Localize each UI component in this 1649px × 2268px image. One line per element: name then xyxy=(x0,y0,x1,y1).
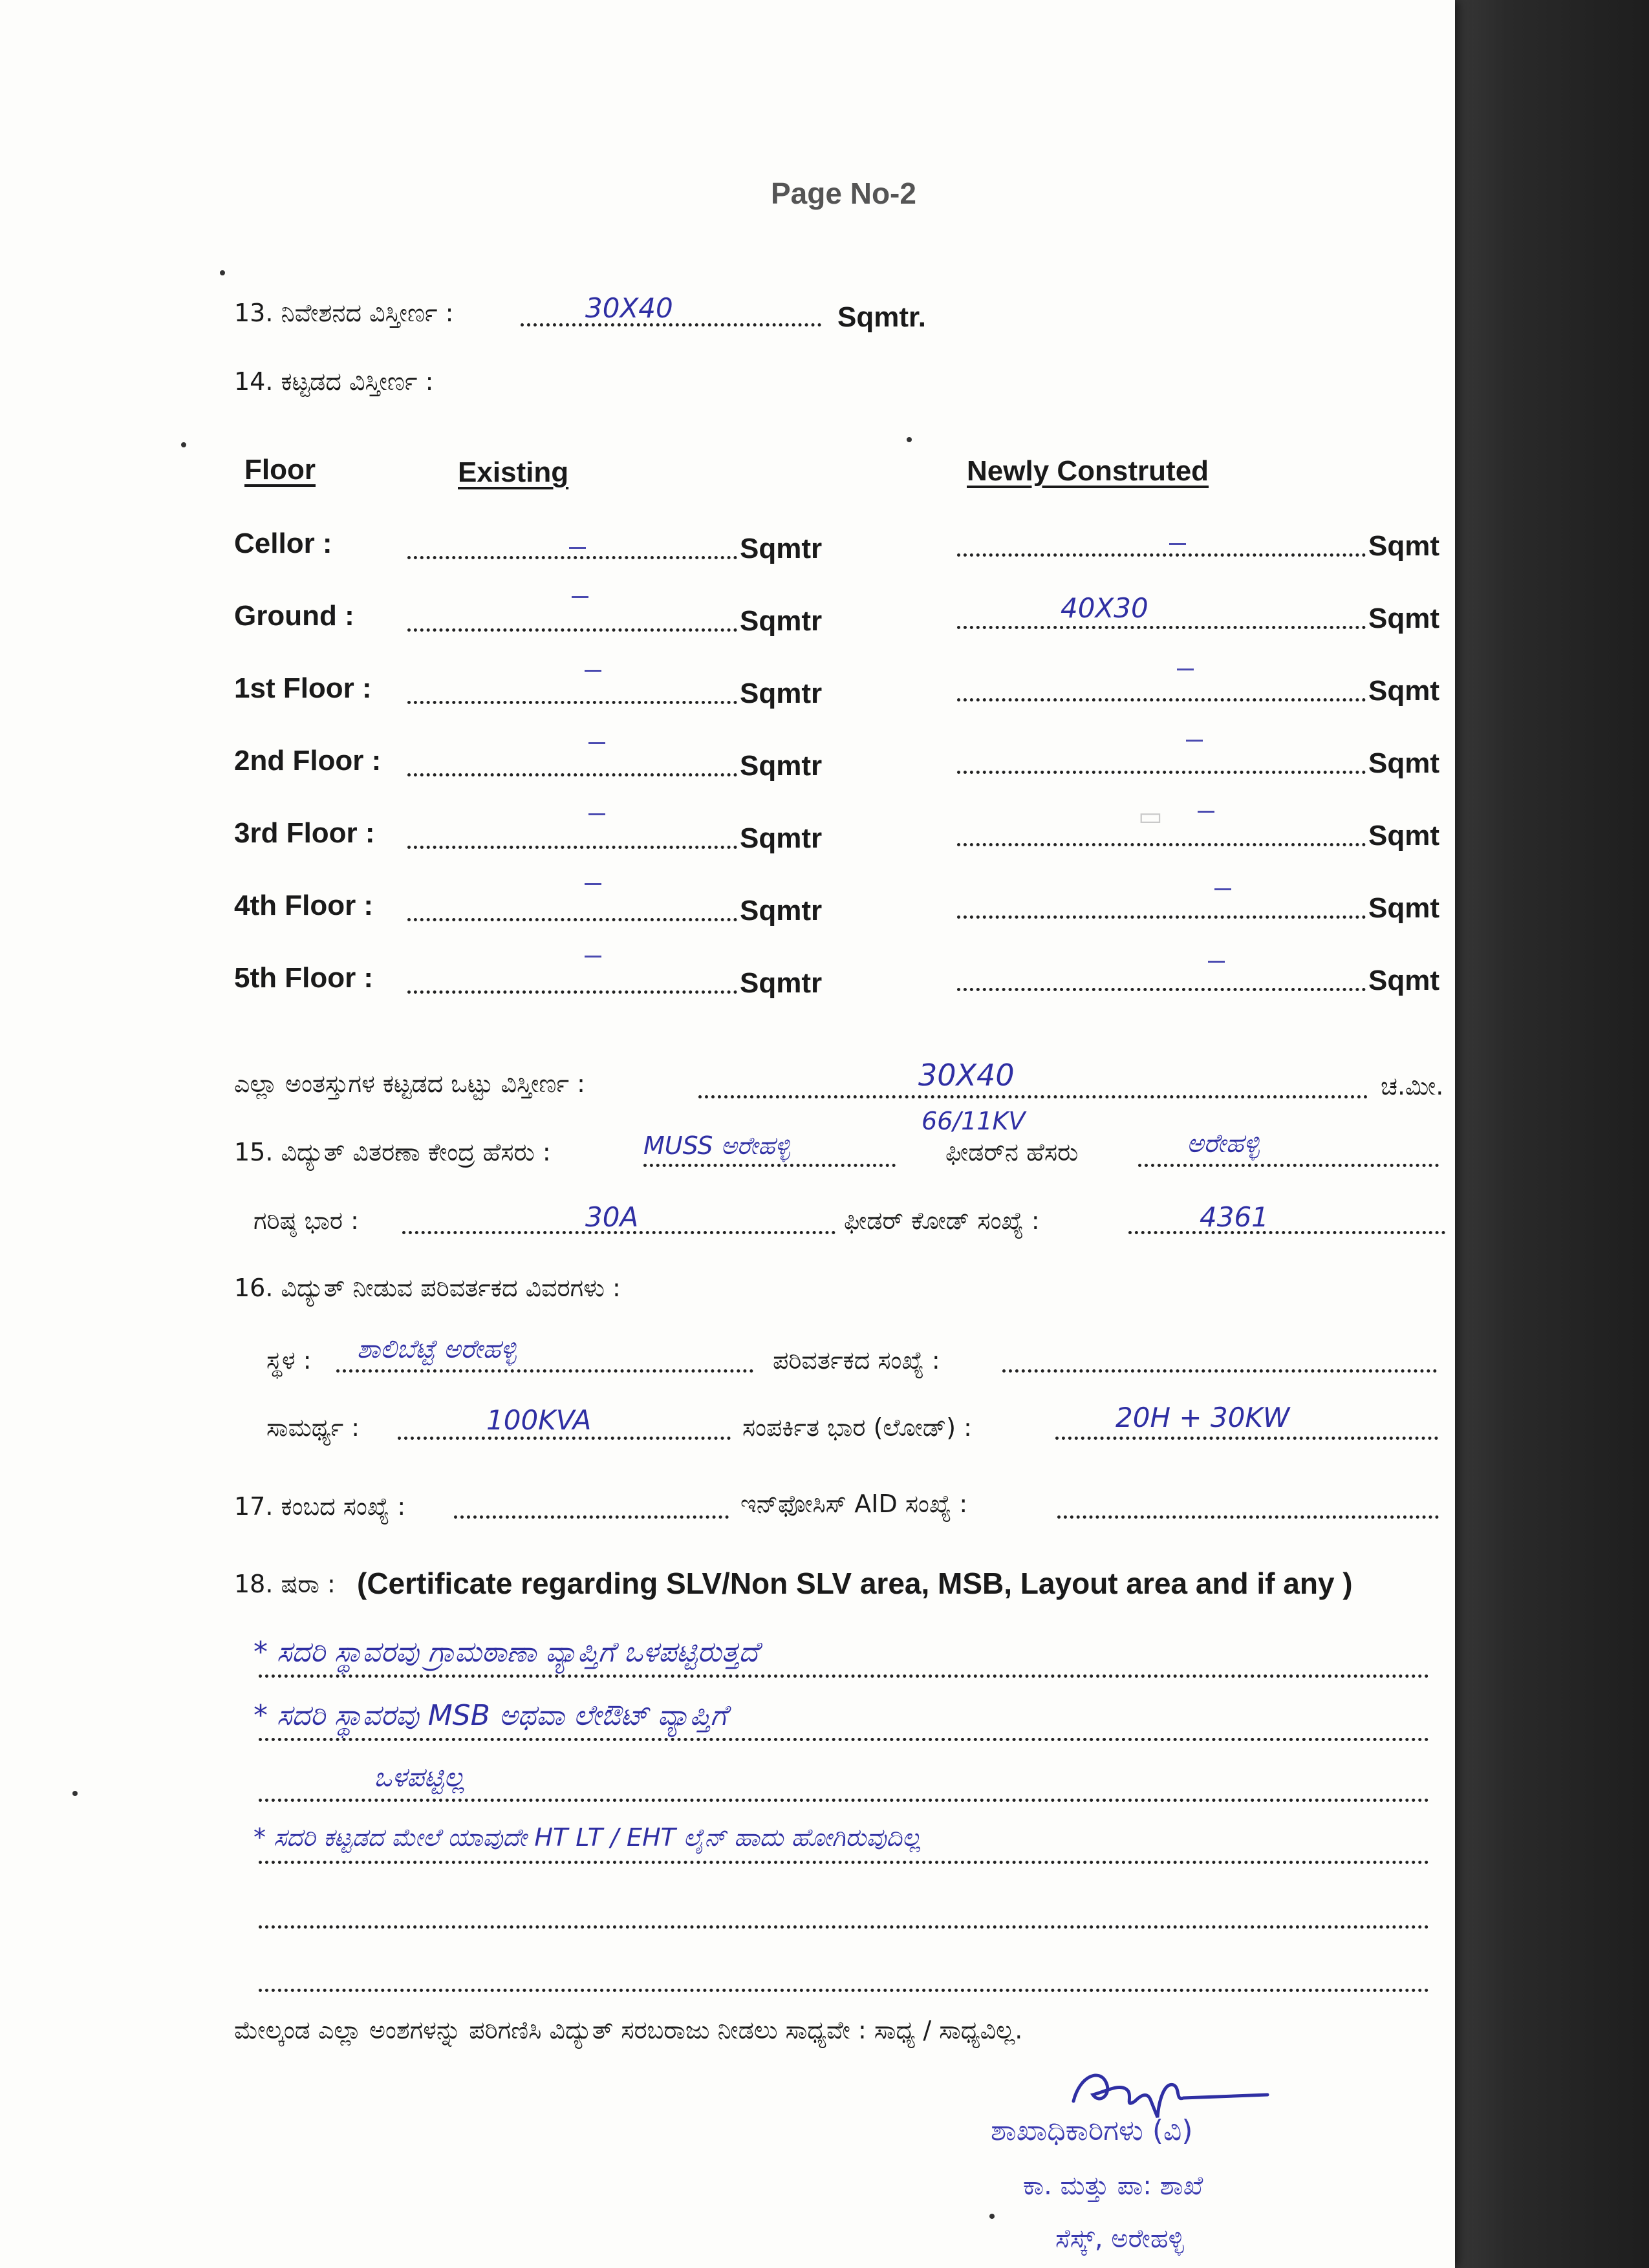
nil-dash xyxy=(1177,669,1194,670)
new-fill-line xyxy=(957,988,1366,991)
scan-speck xyxy=(181,442,186,447)
ground-new-value: 40X30 xyxy=(1061,592,1148,624)
feasibility-statement: ಮೇಲ್ಕಂಡ ಎಲ್ಲಾ ಅಂಶಗಳನ್ನು ಪರಿಗಣಿಸಿ ವಿದ್ಯುತ್ ಸರಬರಾಜು ನೀಡಲು ಸಾಧ್ಯವೇ : ಸಾಧ್ಯ / ಸಾಧ್ಯವಿಲ್ಲ. xyxy=(234,2016,1023,2044)
nil-dash xyxy=(1198,811,1214,813)
nil-dash xyxy=(585,883,601,885)
feeder-code-value: 4361 xyxy=(1200,1201,1269,1233)
col-header-floor: Floor xyxy=(244,454,316,486)
existing-unit: Sqmtr xyxy=(740,822,823,854)
existing-unit: Sqmtr xyxy=(740,678,823,709)
new-unit: Sqmt xyxy=(1368,892,1439,924)
existing-fill-line xyxy=(407,556,737,559)
nil-dash xyxy=(588,813,605,815)
max-load-label: ಗರಿಷ್ಠ ಭಾರ : xyxy=(253,1206,359,1235)
substation-fill-line xyxy=(643,1164,896,1167)
existing-fill-line xyxy=(407,846,737,849)
aid-number-fill-line xyxy=(1057,1515,1439,1519)
existing-unit: Sqmtr xyxy=(740,750,823,782)
row-label-2nd-floor: 2nd Floor : xyxy=(234,745,382,776)
existing-unit: Sqmtr xyxy=(740,605,823,637)
connected-load-fill-line xyxy=(1055,1437,1438,1440)
scan-speck xyxy=(72,1791,78,1796)
new-unit: Sqmt xyxy=(1368,603,1439,634)
q18-label: 18. ಷರಾ : xyxy=(234,1570,336,1598)
nil-dash xyxy=(1208,961,1225,963)
nil-dash xyxy=(585,956,601,957)
new-unit: Sqmt xyxy=(1368,965,1439,996)
stamp-office: ಕಾ. ಮತ್ತು ಪಾ: ಶಾಖೆ xyxy=(1023,2171,1203,2201)
new-fill-line xyxy=(957,698,1366,701)
nil-dash xyxy=(1169,543,1186,545)
aid-number-label: ಇನ್‌ಫೋಸಿಸ್ AID ಸಂಖ್ಯೆ : xyxy=(740,1490,968,1518)
remark-line-4: * ಸದರಿ ಕಟ್ಟಡದ ಮೇಲೆ ಯಾವುದೇ HT LT / EHT ಲೈನ್ ಹಾದು ಹೋಗಿರುವುದಿಲ್ಲ xyxy=(253,1823,921,1852)
new-fill-line xyxy=(957,915,1366,919)
row-label-cellor: Cellor : xyxy=(234,528,332,559)
q15-label: 15. ವಿದ್ಯುತ್ ವಿತರಣಾ ಕೇಂದ್ರ ಹೆಸರು : xyxy=(234,1138,551,1166)
pole-number-fill-line xyxy=(454,1515,729,1519)
scan-speck xyxy=(989,2214,995,2219)
nil-dash xyxy=(1214,888,1231,890)
row-label-3rd-floor: 3rd Floor : xyxy=(234,817,375,849)
new-fill-line xyxy=(957,843,1366,846)
new-unit: Sqmt xyxy=(1368,747,1439,779)
feeder-code-label: ಫೀಡರ್ ಕೋಡ್ ಸಂಖ್ಯೆ : xyxy=(844,1206,1040,1235)
existing-fill-line xyxy=(407,701,737,704)
existing-unit: Sqmtr xyxy=(740,895,823,926)
scan-background xyxy=(1445,0,1649,2268)
new-unit: Sqmt xyxy=(1368,675,1439,707)
remarks-line xyxy=(259,1861,1429,1864)
existing-unit: Sqmtr xyxy=(740,967,823,999)
q13-value: 30X40 xyxy=(585,292,673,324)
feeder-name-value: ಅರೇಹಳ್ಳಿ xyxy=(1187,1129,1260,1159)
q18-certificate-note: (Certificate regarding SLV/Non SLV area, MSB, Layout area and if any ) xyxy=(357,1567,1353,1600)
capacity-label: ಸಾಮರ್ಥ್ಯ : xyxy=(266,1413,360,1442)
tc-number-label: ಪರಿವರ್ತಕದ ಸಂಖ್ಯೆ : xyxy=(773,1346,940,1375)
nil-dash xyxy=(585,670,601,672)
row-label-5th-floor: 5th Floor : xyxy=(234,962,374,994)
new-fill-line xyxy=(957,553,1366,557)
nil-dash xyxy=(1186,740,1203,742)
capacity-value: 100KVA xyxy=(486,1404,592,1436)
scan-speck xyxy=(220,270,225,275)
connected-load-label: ಸಂಪರ್ಕಿತ ಭಾರ (ಲೋಡ್) : xyxy=(742,1413,972,1442)
remarks-line xyxy=(259,1989,1429,1992)
feeder-name-fill-line xyxy=(1138,1164,1439,1167)
new-fill-line xyxy=(957,626,1366,629)
remarks-line xyxy=(259,1925,1429,1929)
new-unit: Sqmt xyxy=(1368,530,1439,562)
total-area-fill-line xyxy=(698,1095,1368,1098)
place-value: ಶಾಲಿಬೆಟ್ಟೆ ಅರೇಹಳ್ಳಿ xyxy=(357,1334,517,1364)
q17-label: 17. ಕಂಬದ ಸಂಖ್ಯೆ : xyxy=(234,1492,406,1521)
connected-load-value: 20H + 30KW xyxy=(1116,1402,1290,1433)
scan-speck xyxy=(907,437,912,442)
q13-label: 13. ನಿವೇಶನದ ವಿಸ್ತೀರ್ಣ : xyxy=(234,299,454,327)
row-label-ground: Ground : xyxy=(234,600,354,632)
nil-dash xyxy=(588,742,605,744)
bleed-through-mark: ▭ xyxy=(1138,802,1163,831)
existing-fill-line xyxy=(407,990,737,994)
remark-line-3: ಒಳಪಟ್ಟಿಲ್ಲ xyxy=(374,1761,465,1793)
page-number: Page No-2 xyxy=(771,177,916,210)
total-area-label: ಎಲ್ಲಾ ಅಂತಸ್ತುಗಳ ಕಟ್ಟಡದ ಒಟ್ಟು ವಿಸ್ತೀರ್ಣ : xyxy=(234,1069,585,1098)
q13-unit: Sqmtr. xyxy=(837,301,926,333)
feeder-name-label: ಫೀಡರ್‌ನ ಹೆಸರು xyxy=(945,1138,1079,1166)
total-area-value: 30X40 xyxy=(918,1058,1015,1093)
q16-label: 16. ವಿದ್ಯುತ್ ನೀಡುವ ಪರಿವರ್ತಕದ ವಿವರಗಳು : xyxy=(234,1274,621,1302)
existing-unit: Sqmtr xyxy=(740,533,823,564)
stamp-location: ಸೆಸ್ಕ್, ಅರೇಹಳ್ಳಿ xyxy=(1055,2224,1184,2254)
existing-fill-line xyxy=(407,918,737,921)
place-label: ಸ್ಥಳ : xyxy=(266,1346,312,1375)
existing-fill-line xyxy=(407,628,737,632)
substation-voltage: 66/11KV xyxy=(921,1107,1026,1135)
new-unit: Sqmt xyxy=(1368,820,1439,851)
max-load-value: 30A xyxy=(585,1201,639,1233)
substation-name-value: MUSS ಅರೇಹಳ್ಳಿ xyxy=(643,1131,790,1160)
nil-dash xyxy=(572,596,588,598)
row-label-1st-floor: 1st Floor : xyxy=(234,672,372,704)
existing-fill-line xyxy=(407,773,737,776)
nil-dash xyxy=(569,547,586,549)
remark-line-1: * ಸದರಿ ಸ್ಥಾವರವು ಗ್ರಾಮಠಾಣಾ ವ್ಯಾಪ್ತಿಗೆ ಒಳಪಟ್ಟಿರುತ್ತದೆ xyxy=(253,1636,759,1669)
q14-label: 14. ಕಟ್ಟಡದ ವಿಸ್ತೀರ್ಣ : xyxy=(234,367,434,396)
place-fill-line xyxy=(336,1369,753,1373)
remark-line-2: * ಸದರಿ ಸ್ಥಾವರವು MSB ಅಥವಾ ಲೇಔಟ್ ವ್ಯಾಪ್ತಿಗೆ xyxy=(253,1699,727,1732)
stamp-designation: ಶಾಖಾಧಿಕಾರಿಗಳು (ವಿ) xyxy=(991,2114,1193,2147)
remarks-line xyxy=(259,1674,1429,1678)
remarks-line xyxy=(259,1738,1429,1741)
col-header-existing: Existing xyxy=(458,456,569,488)
col-header-newly-constructed: Newly Construted xyxy=(967,455,1209,487)
new-fill-line xyxy=(957,771,1366,774)
row-label-4th-floor: 4th Floor : xyxy=(234,890,374,921)
remarks-line xyxy=(259,1799,1429,1802)
tc-number-fill-line xyxy=(1002,1369,1437,1373)
total-area-unit: ಚ.ಮೀ. xyxy=(1381,1072,1444,1100)
capacity-fill-line xyxy=(398,1437,731,1440)
feeder-code-fill-line xyxy=(1128,1231,1445,1234)
